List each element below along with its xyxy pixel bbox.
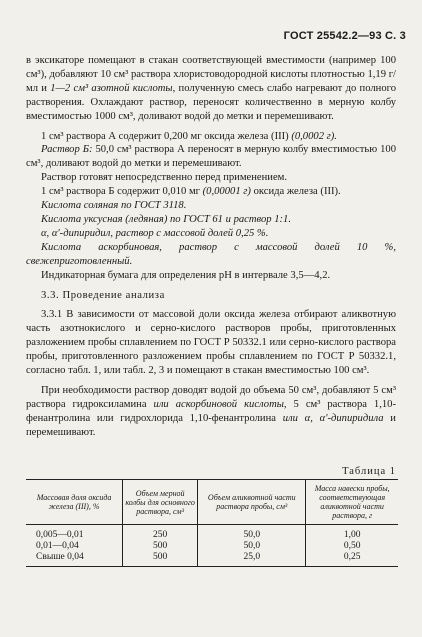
paragraph: 1 см³ раствора Б содержит 0,010 мг (0,00001 г) оксида железа (III). bbox=[41, 186, 341, 198]
table-cell: 0,01—0,04 bbox=[36, 541, 79, 551]
paragraph: в эксикаторе помещают в стакан соответствующей вместимости (например 100 см³), добавляют 10 см³ раствора хлористоводородной кислоты плотностью 1,19 г/мл и 1—2 см³ азотной кислоты, полученную смесь слабо нагревают до полного растворения. Охлаждают раствор, переносят количественно в мерную колбу вместимостью 1000 см³, доливают водой до метки и перемешивают. bbox=[26, 55, 396, 122]
table-header-row bbox=[26, 480, 398, 525]
page-header: ГОСТ 25542.2—93 С. 3 bbox=[283, 30, 406, 42]
table-cell: 0,25 bbox=[306, 552, 398, 567]
table-cell: 500 bbox=[123, 552, 198, 567]
paragraph: Индикаторная бумага для определения рН в интервале 3,5—4,2. bbox=[41, 269, 331, 281]
table-cell: 0,50 bbox=[306, 541, 398, 552]
table-cell: 1,00 bbox=[306, 525, 398, 542]
paragraph: При необходимости раствор доводят водой до объема 50 см³, добавляют 5 см³ раствора гидроксиламина или аскорбиновой кислоты, 5 см³ раствора 1,10-фенантролина или гидрохлорида 1,10-фенантролина или α, α'-дипиридила и перемешивают. bbox=[26, 384, 396, 438]
document-body bbox=[26, 54, 396, 440]
reagent-line: α, α'-дипиридил, раствор с массовой долей 0,25 %. bbox=[41, 227, 269, 239]
data-table bbox=[26, 479, 398, 567]
reagent-line: Кислота уксусная (ледяная) по ГОСТ 61 и раствор 1:1. bbox=[41, 213, 291, 225]
paragraph: 1 см³ раствора А содержит 0,200 мг оксида железа (III) (0,0002 г). bbox=[41, 130, 337, 142]
table-row bbox=[26, 541, 398, 552]
table-cell: 250 bbox=[123, 525, 198, 542]
table-title: Таблица 1 bbox=[342, 466, 396, 477]
reagent-line: Кислота соляная по ГОСТ 3118. bbox=[41, 200, 187, 212]
column-header: Масса навески пробы, соответствующая аликвотной части раствора, г bbox=[306, 480, 398, 525]
section-title: 3.3. Проведение анализа bbox=[41, 289, 165, 301]
reagent-line: Кислота аскорбиновая, раствор с массовой долей 10 %, свежеприготовленный. bbox=[26, 241, 396, 267]
table-cell: 500 bbox=[123, 541, 198, 552]
column-header: Объем аликвотной части раствора пробы, см³ bbox=[198, 480, 306, 525]
table-cell: 50,0 bbox=[198, 541, 306, 552]
table-cell: 25,0 bbox=[198, 552, 306, 567]
paragraph: Раствор готовят непосредственно перед применением. bbox=[41, 172, 288, 184]
table-row bbox=[26, 552, 398, 567]
table-cell: 50,0 bbox=[198, 525, 306, 542]
column-header: Объем мерной колбы для основного раствора, см³ bbox=[123, 480, 198, 525]
table-row bbox=[26, 525, 398, 542]
column-header: Массовая доля оксида железа (III), % bbox=[26, 480, 123, 525]
paragraph: 3.3.1 В зависимости от массовой доли оксида железа отбирают аликвотную часть азотнокислого и серно-кислого растворов пробы, приготовленных разложением пробы сплавлением по ГОСТ Р 50332.1 или серно-кислого раствора пробы, приготовленного разложением пробы сплавлением по ГОСТ Р 50332.1, согласно табл. 1, или табл. 2, 3 и помещают в стакан вместимостью 100 см³. bbox=[26, 309, 396, 377]
table-cell: 0,005—0,01 bbox=[36, 530, 84, 540]
paragraph: Раствор Б: 50,0 см³ раствора А переносят в мерную колбу вместимостью 100 см³, доливают водой до метки и перемешивают. bbox=[26, 144, 396, 170]
table-cell: Свыше 0,04 bbox=[26, 552, 123, 567]
